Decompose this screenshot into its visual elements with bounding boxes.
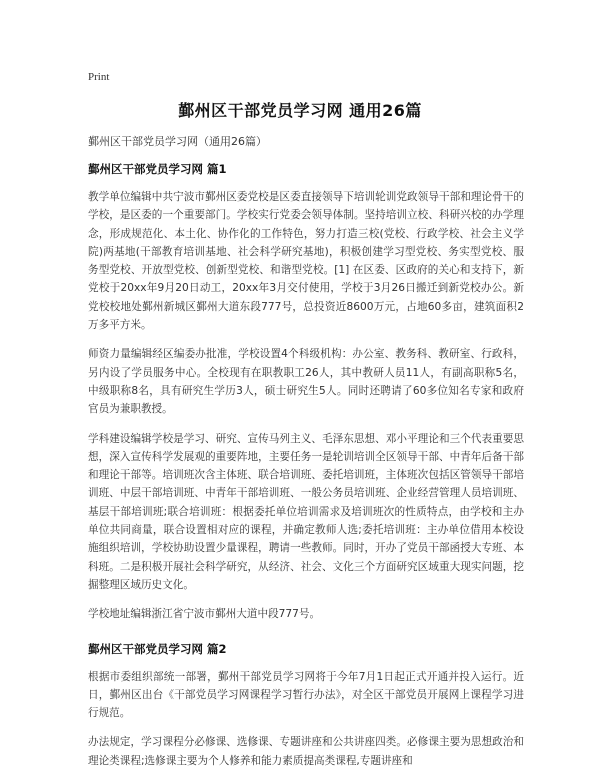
paragraph: 师资力量编辑经区编委办批准，学校设置4个科级机构：办公室、教务科、教研室、行政科，另内设了学员服务中心。全校现有在职教职工26人，其中教研人员11人，有副高职称5名，中级职称8名，具有研究生学历3人，硕士研究生5人。同时还聘请了60多位知名专家和政府官员为兼职教授。 bbox=[88, 348, 524, 416]
section-heading: 鄞州区干部党员学习网 篇1 bbox=[88, 162, 227, 176]
paragraph: 办法规定，学习课程分必修课、选修课、专题讲座和公共讲座四类。必修课主要为思想政治和理论类课程;选修课主要为个人修养和能力素质提高类课程,专题讲座和 bbox=[88, 736, 524, 767]
paragraph: 学科建设编辑学校是学习、研究、宣传马列主义、毛泽东思想、邓小平理论和三个代表重要思想，深入宣传科学发展观的重要阵地，主要任务一是轮训培训全区领导干部、中青年后备干部和理论干部等。培训班次含主体班、联合培训班、委托培训班，主体班次包括区管领导干部培训班、中层干部培训班、中青年干部培训班、一般公务员培训班、企业经营管理人员培训班、基层干部培训班;联合培训班：根据委托单位培训需求及培训班次的性质特点，由学校和主办单位共同商量，联合设置相对应的课程，并确定教师人选;委托培训班：主办单位借用本校设施组织培训，学校协助设置少量课程，聘请一些教师。同时，开办了党员干部函授大专班、本科班。二是积极开展社会科学研究，从经济、社会、文化三个方面研究区域重大现实问题，挖掘整理区域历史文化。 bbox=[88, 432, 524, 591]
paragraph: 学校地址编辑浙江省宁波市鄞州大道中段777号。 bbox=[88, 608, 321, 621]
paragraph: 教学单位编辑中共宁波市鄞州区委党校是区委直接领导下培训轮训党政领导干部和理论骨干的学校，是区委的一个重要部门。学校实行党委会领导体制。坚持培训立校、科研兴校的办学理念，形成规范化、本土化、协作化的工作特色，努力打造三校(党校、行政学校、社会主义学院)两基地(干部教育培训基地、社会科学研究基地)，积极创建学习型党校、务实型党校、服务型党校、开放型党校、创新型党校、和谐型党校。[1] 在区委、区政府的关心和支持下，新党校于20xx年9月20日动工，20xx年3月交付使用，学校于3月26日搬迁到新党校办公。新党校校地处鄞州新城区鄞州大道东段777号，总投资近8600万元，占地60多亩，建筑面积2万多平方米。 bbox=[88, 191, 524, 332]
document-subtitle: 鄞州区干部党员学习网（通用26篇） bbox=[88, 135, 267, 148]
paragraph: 根据市委组织部统一部署，鄞州干部党员学习网将于今年7月1日起正式开通并投入运行。近日，鄞州区出台《干部党员学习网课程学习暂行办法》，对全区干部党员开展网上课程学习进行规范。 bbox=[88, 670, 524, 720]
page-title: 鄞州区干部党员学习网 通用26篇 bbox=[178, 101, 422, 120]
article-body bbox=[88, 160, 524, 781]
print-link[interactable]: Print bbox=[88, 71, 110, 83]
section-heading: 鄞州区干部党员学习网 篇2 bbox=[88, 641, 227, 656]
